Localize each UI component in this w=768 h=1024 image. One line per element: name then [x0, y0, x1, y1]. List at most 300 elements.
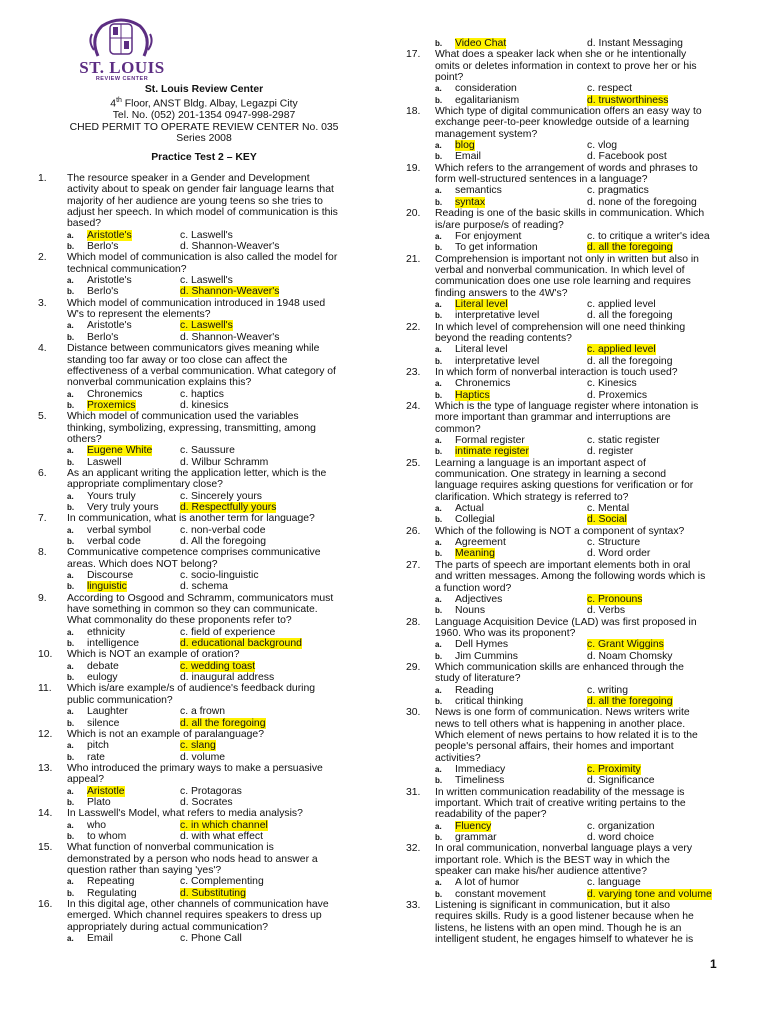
option-text: d. Facebook post: [587, 151, 667, 163]
answer-option: [435, 390, 490, 401]
answer-option: [180, 706, 225, 717]
question-line: News is one form of communication. News writers write: [435, 707, 690, 719]
question-line: The resource speaker in a Gender and Development: [67, 173, 310, 184]
question-text: [435, 49, 728, 83]
option-text: Email: [455, 151, 481, 163]
question-number: 28.: [406, 616, 421, 628]
option-text: d. Significance: [587, 775, 655, 787]
correct-answer-highlight: c. in which channel: [180, 819, 268, 831]
answer-option: [587, 537, 640, 548]
option-text: Chronemics: [87, 388, 143, 400]
answer-option: [180, 275, 233, 286]
correct-answer-highlight: c. Pronouns: [587, 593, 643, 605]
answer-option: [435, 344, 508, 355]
answer-option: [587, 651, 672, 662]
answer-option: [180, 661, 255, 672]
option-text: d. inaugural address: [180, 672, 275, 684]
answer-option: [180, 638, 302, 649]
question-line: beyond the reading contents?: [435, 332, 572, 344]
option-text: Agreement: [455, 537, 506, 549]
question-item: [406, 662, 728, 685]
option-text: consideration: [455, 83, 517, 95]
question-text: [67, 593, 370, 627]
option-letter: a.: [67, 741, 74, 751]
question-line: In communication, what is another term for language?: [67, 513, 315, 525]
option-letter: a.: [435, 379, 442, 389]
option-letter: a.: [67, 321, 74, 331]
question-text: [67, 513, 370, 524]
answer-option: [587, 185, 649, 196]
option-row: [38, 332, 370, 343]
question-line: news to tell others what is happening in another place.: [435, 718, 686, 730]
correct-answer-highlight: Eugene White: [87, 445, 153, 457]
question-line: demonstrated by a person who nods head to answer a: [67, 853, 318, 865]
answer-option: [180, 627, 275, 638]
answer-option: [67, 627, 125, 638]
option-text: c. Complementing: [180, 876, 264, 888]
option-letter: b.: [435, 549, 443, 559]
option-row: [38, 286, 370, 297]
option-letter: a.: [435, 436, 442, 446]
question-line: Which model of communication used the variables: [67, 411, 299, 423]
answer-option: [67, 740, 109, 751]
question-number: 11.: [38, 683, 52, 695]
question-line: based?: [67, 218, 102, 230]
option-text: Berlo's: [87, 331, 119, 343]
question-line: public communication?: [67, 694, 173, 706]
option-letter: a.: [435, 538, 442, 548]
question-number: 29.: [406, 661, 421, 673]
option-letter: b.: [67, 888, 75, 898]
question-line: language requires asking questions for verification or for: [435, 480, 694, 492]
option-row: [38, 797, 370, 808]
answer-option: [587, 140, 617, 151]
answer-option: [180, 525, 265, 536]
answer-option: [435, 242, 538, 253]
question-line: 1960. Who was its proponent?: [435, 627, 576, 639]
option-letter: a.: [67, 389, 74, 399]
option-row: [406, 356, 728, 367]
answer-option: [180, 491, 262, 502]
option-text: semantics: [455, 185, 502, 197]
address-line: [38, 95, 370, 110]
correct-answer-highlight: intimate register: [455, 446, 529, 458]
option-letter: b.: [67, 242, 75, 252]
option-row: [406, 344, 728, 355]
question-line: appeal?: [67, 774, 104, 786]
question-line: have something in common so they can communicate.: [67, 604, 318, 616]
option-text: c. to critique a writer's idea: [587, 230, 710, 242]
option-text: silence: [87, 717, 120, 729]
option-row: [406, 197, 728, 208]
question-item: [38, 343, 370, 388]
answer-option: [67, 888, 137, 899]
answer-option: [587, 151, 667, 162]
option-letter: a.: [435, 84, 442, 94]
question-item: [38, 593, 370, 627]
option-text: c. static register: [587, 435, 660, 447]
option-row: [406, 231, 728, 242]
option-text: c. non-verbal code: [180, 524, 266, 536]
option-letter: b.: [435, 515, 443, 525]
answer-option: [67, 706, 128, 717]
option-row: [38, 661, 370, 672]
option-letter: b.: [67, 502, 75, 512]
answer-option: [67, 286, 118, 297]
option-row: [406, 310, 728, 321]
answer-option: [67, 536, 141, 547]
answer-option: [435, 356, 539, 367]
question-item: [406, 254, 728, 299]
option-text: Reading: [455, 684, 494, 696]
question-number: 3.: [38, 297, 47, 309]
option-letter: b.: [435, 776, 443, 786]
question-item: [38, 683, 370, 706]
question-text: [435, 163, 728, 186]
option-row: [406, 242, 728, 253]
answer-option: [180, 740, 216, 751]
answer-option: [435, 889, 546, 900]
option-text: egalitarianism: [455, 94, 520, 106]
question-line: and written messages. Among the following words which is: [435, 571, 706, 583]
option-text: Formal register: [455, 435, 525, 447]
option-row: [406, 594, 728, 605]
answer-option: [587, 605, 625, 616]
question-line: As an applicant writing the application letter, which is the: [67, 467, 327, 479]
option-row: [406, 435, 728, 446]
answer-option: [67, 525, 151, 536]
answer-option: [587, 390, 647, 401]
option-text: to whom: [87, 830, 127, 842]
question-text: [67, 763, 370, 786]
question-item: [406, 787, 728, 821]
question-item: [406, 208, 728, 231]
option-letter: a.: [435, 186, 442, 196]
answer-option: [435, 38, 506, 49]
option-text: d. Noam Chomsky: [587, 650, 673, 662]
answer-option: [67, 718, 119, 729]
answer-option: [435, 378, 510, 389]
option-letter: a.: [67, 877, 74, 887]
floor-suffix: th: [116, 97, 122, 105]
question-line: In which form of nonverbal interaction is touch used?: [435, 366, 678, 378]
question-text: [67, 842, 370, 876]
answer-option: [435, 605, 485, 616]
option-row: [406, 605, 728, 616]
question-number: 9.: [38, 592, 47, 604]
question-line: point?: [435, 72, 464, 84]
option-text: Collegial: [455, 514, 495, 526]
question-number: 21.: [406, 253, 421, 265]
option-letter: b.: [67, 718, 75, 728]
option-letter: a.: [435, 821, 442, 831]
option-letter: b.: [67, 537, 75, 546]
question-item: [38, 252, 370, 275]
option-text: For enjoyment: [455, 230, 522, 242]
answer-option: [67, 389, 142, 400]
question-line: majority of her audience are young teens so she tries to: [67, 195, 323, 207]
answer-option: [67, 876, 134, 887]
option-row: [406, 299, 728, 310]
option-text: Berlo's: [87, 241, 119, 253]
question-line: Which model of communication introduced in 1948 used: [67, 297, 326, 309]
option-text: Adjectives: [455, 593, 503, 605]
option-row: [38, 786, 370, 797]
question-line: What commonality do these proponents refer to?: [67, 615, 292, 627]
answer-option: [435, 95, 519, 106]
option-row: [406, 775, 728, 786]
correct-answer-highlight: Aristotle: [87, 785, 125, 797]
option-text: who: [87, 819, 107, 831]
option-text: Berlo's: [87, 286, 119, 298]
answer-option: [67, 502, 159, 513]
answer-option: [587, 231, 710, 242]
answer-option: [435, 299, 508, 310]
left-column: [38, 173, 370, 944]
option-text: Literal level: [455, 344, 508, 356]
option-text: c. applied level: [587, 298, 656, 310]
option-text: c. a frown: [180, 706, 226, 718]
option-row: [406, 832, 728, 843]
question-item: [38, 468, 370, 491]
question-line: finding answers to the 4W's?: [435, 287, 568, 299]
option-text: Very truly yours: [87, 501, 159, 513]
answer-option: [435, 832, 497, 843]
question-line: Which is/are example/s of audience's feedback during: [67, 683, 316, 695]
answer-option: [587, 639, 664, 650]
option-text: c. language: [587, 877, 641, 889]
correct-answer-highlight: Literal level: [455, 298, 508, 310]
question-number: 26.: [406, 525, 421, 537]
option-letter: b.: [435, 197, 443, 207]
document-header: [38, 84, 370, 145]
option-letter: a.: [67, 446, 74, 456]
answer-option: [435, 764, 505, 775]
question-line: clarification. Which strategy is referred to?: [435, 491, 629, 503]
question-text: [67, 683, 370, 706]
option-text: Timeliness: [455, 775, 505, 787]
question-item: [406, 106, 728, 140]
question-line: important. Which trait of creative writing pertains to the: [435, 798, 686, 810]
option-row: [38, 820, 370, 831]
question-number: 14.: [38, 808, 53, 820]
question-line: others?: [67, 433, 102, 445]
question-number: 27.: [406, 559, 421, 571]
option-text: d. volume: [180, 751, 226, 763]
question-number: 15.: [38, 842, 53, 854]
option-letter: b.: [435, 447, 443, 457]
address-text: Floor, ANST Bldg. Albay, Legazpi City: [121, 98, 298, 110]
question-line: technical communication?: [67, 263, 187, 275]
option-text: Actual: [455, 503, 484, 515]
option-row: [38, 933, 370, 944]
question-item: [406, 900, 728, 945]
question-line: communication. One strategy in learning a second: [435, 469, 667, 481]
question-text: [67, 547, 370, 570]
question-item: [406, 322, 728, 345]
option-text: intelligence: [87, 638, 139, 650]
option-letter: a.: [67, 627, 74, 637]
question-number: 6.: [38, 467, 47, 479]
option-text: Repeating: [87, 876, 135, 888]
answer-option: [435, 231, 521, 242]
answer-option: [587, 242, 673, 253]
answer-option: [180, 332, 279, 343]
question-text: [435, 900, 728, 945]
option-text: d. all the foregoing: [587, 310, 673, 322]
option-letter: b.: [67, 457, 75, 467]
question-text: [435, 367, 728, 378]
question-item: [406, 707, 728, 764]
answer-option: [67, 491, 136, 502]
option-text: Regulating: [87, 887, 137, 899]
question-item: [406, 843, 728, 877]
option-text: c. respect: [587, 83, 633, 95]
answer-option: [587, 503, 629, 514]
answer-option: [587, 889, 712, 900]
option-row: [406, 185, 728, 196]
option-row: [38, 230, 370, 241]
question-line: In oral communication, nonverbal language plays a very: [435, 843, 693, 855]
question-text: [67, 808, 370, 819]
option-text: c. Kinesics: [587, 378, 637, 390]
option-text: debate: [87, 660, 119, 672]
question-line: question rather than saying 'yes'?: [67, 864, 222, 876]
option-row: [38, 275, 370, 286]
answer-option: [67, 786, 125, 797]
option-text: d. kinesics: [180, 399, 229, 411]
answer-option: [67, 457, 122, 468]
answer-option: [67, 581, 127, 592]
question-number: 10.: [38, 649, 53, 661]
option-text: Yours truly: [87, 490, 136, 502]
question-line: readability of the paper?: [435, 809, 547, 821]
answer-option: [67, 752, 105, 763]
option-row: [38, 241, 370, 252]
answer-option: [587, 696, 673, 707]
option-text: Discourse: [87, 570, 134, 582]
answer-option: [180, 672, 274, 683]
answer-option: [587, 38, 683, 49]
question-line: management system?: [435, 128, 538, 140]
answer-option: [435, 696, 523, 707]
answer-option: [180, 320, 233, 331]
option-text: d. word choice: [587, 832, 654, 844]
answer-option: [67, 241, 118, 252]
answer-option: [435, 821, 491, 832]
correct-answer-highlight: Proxemics: [87, 399, 136, 411]
option-row: [38, 400, 370, 411]
question-line: speaker can make his/her audience attentive?: [435, 866, 647, 878]
question-line: common?: [435, 423, 481, 435]
option-row: [38, 570, 370, 581]
question-line: In which level of comprehension will one need thinking: [435, 321, 686, 333]
option-letter: b.: [67, 582, 75, 592]
correct-answer-highlight: Fluency: [455, 820, 492, 832]
question-number: 4.: [38, 343, 47, 355]
question-line: activities?: [435, 752, 481, 764]
option-row: [38, 581, 370, 592]
answer-option: [587, 514, 627, 525]
question-number: 19.: [406, 162, 421, 174]
option-row: [38, 706, 370, 717]
option-letter: b.: [435, 390, 443, 400]
answer-option: [180, 457, 268, 468]
correct-answer-highlight: d. all the foregoing: [180, 717, 266, 729]
answer-option: [435, 651, 518, 662]
answer-option: [587, 299, 656, 310]
question-item: [38, 899, 370, 933]
answer-option: [180, 230, 233, 241]
question-line: Distance between communicators gives meaning while: [67, 343, 320, 355]
question-line: form well-structured sentences in a language?: [435, 174, 648, 186]
correct-answer-highlight: Video Chat: [455, 38, 507, 49]
option-text: d. none of the foregoing: [587, 196, 697, 208]
answer-option: [587, 95, 668, 106]
option-letter: b.: [67, 332, 75, 342]
option-text: c. pragmatics: [587, 185, 649, 197]
option-text: d. with what effect: [180, 830, 263, 842]
option-text: verbal code: [87, 536, 141, 547]
question-text: [67, 343, 370, 388]
option-row: [38, 491, 370, 502]
option-text: c. writing: [587, 684, 628, 696]
question-line: What function of nonverbal communication is: [67, 842, 274, 854]
question-number: 5.: [38, 411, 47, 423]
answer-option: [587, 83, 632, 94]
question-line: verbal and nonverbal communication. In which level of: [435, 264, 685, 276]
answer-option: [67, 332, 118, 343]
answer-option: [180, 286, 279, 297]
option-text: Email: [87, 933, 113, 945]
question-line: thinking, symbolizing, expressing, transmitting, among: [67, 422, 316, 434]
option-text: Nouns: [455, 605, 486, 617]
option-text: c. Sincerely yours: [180, 490, 262, 502]
option-row: [38, 752, 370, 763]
question-number: 16.: [38, 899, 53, 910]
telephone-line: Tel. No. (052) 201-1354 0947-998-2987: [112, 110, 296, 122]
question-item: [38, 763, 370, 786]
question-line: standing too far away or too close can affect the: [67, 354, 288, 366]
question-number: 18.: [406, 106, 421, 118]
option-text: ethnicity: [87, 626, 126, 638]
option-row: [406, 151, 728, 162]
question-number: 32.: [406, 843, 421, 855]
option-row: [38, 389, 370, 400]
option-letter: b.: [435, 606, 443, 616]
correct-answer-highlight: d. Substituting: [180, 887, 246, 899]
option-text: Laswell: [87, 456, 122, 468]
question-line: Which is NOT an example of oration?: [67, 649, 240, 661]
answer-option: [587, 344, 656, 355]
correct-answer-highlight: syntax: [455, 196, 486, 208]
answer-option: [180, 820, 268, 831]
right-column: [406, 38, 728, 946]
question-line: Which is the type of language register where intonation is: [435, 401, 699, 412]
question-item: [38, 808, 370, 819]
option-row: [406, 390, 728, 401]
option-text: Aristotle's: [87, 275, 132, 287]
question-line: study of literature?: [435, 673, 521, 685]
correct-answer-highlight: d. Respectfully yours: [180, 501, 277, 513]
question-line: Which element of news pertains to how related it is to the: [435, 729, 698, 741]
answer-option: [587, 832, 654, 843]
answer-option: [67, 797, 111, 808]
option-letter: a.: [67, 661, 74, 671]
option-row: [406, 696, 728, 707]
question-item: [406, 526, 728, 537]
answer-option: [435, 197, 485, 208]
